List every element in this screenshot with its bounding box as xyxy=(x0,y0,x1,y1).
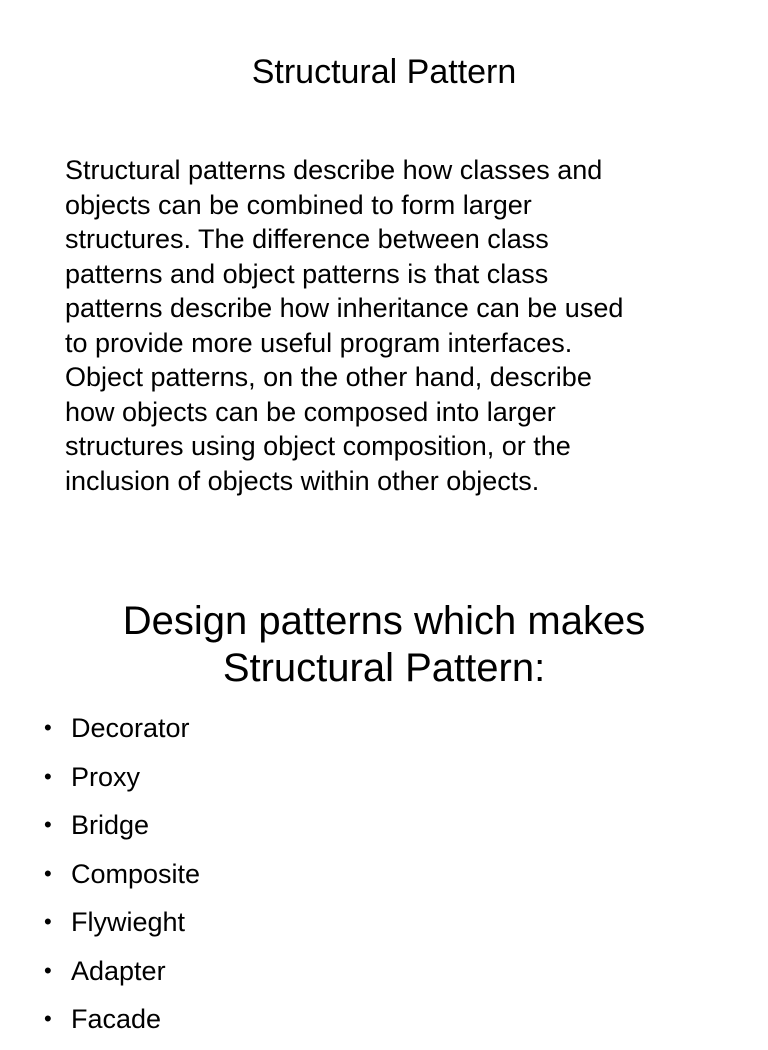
heading-line: Structural Pattern: xyxy=(222,646,546,690)
paragraph-line: objects can be combined to form larger xyxy=(65,189,532,220)
bullet-icon: • xyxy=(44,715,52,740)
list-item-label: Composite xyxy=(71,858,201,889)
list-item-label: Proxy xyxy=(71,761,141,792)
paragraph-line: patterns and object patterns is that class xyxy=(65,258,549,289)
section-heading xyxy=(0,598,768,692)
list-item-label: Bridge xyxy=(71,810,150,840)
list-item-label: Decorator xyxy=(71,713,190,743)
bullet-icon: • xyxy=(44,957,52,983)
bullet-icon: • xyxy=(44,1006,52,1031)
bullet-icon: • xyxy=(44,763,52,789)
bullet-icon: • xyxy=(44,909,52,934)
list-item-label: Facade xyxy=(71,1004,162,1034)
list-item xyxy=(44,856,200,905)
list-item xyxy=(44,1001,200,1050)
list-item xyxy=(44,807,200,856)
paragraph-line: how objects can be composed into larger xyxy=(65,396,556,427)
paragraph-line: to provide more useful program interfaces. xyxy=(65,327,573,358)
paragraph-line: structures. The difference between class xyxy=(65,224,549,254)
list-item xyxy=(44,759,200,808)
pattern-list xyxy=(44,710,200,1050)
bullet-icon: • xyxy=(44,812,52,837)
list-item-label: Flywieght xyxy=(71,907,186,937)
description-paragraph xyxy=(65,153,745,498)
paragraph-line: structures using object composition, or the xyxy=(65,431,571,461)
paragraph-line: Structural patterns describe how classes and xyxy=(65,155,603,185)
list-item xyxy=(44,710,200,759)
paragraph-line: Object patterns, on the other hand, describe xyxy=(65,362,592,392)
bullet-icon: • xyxy=(44,860,52,886)
list-item xyxy=(44,904,200,953)
list-item xyxy=(44,953,200,1002)
paragraph-line: patterns describe how inheritance can be used xyxy=(65,293,624,323)
slide-title: Structural Pattern xyxy=(251,53,517,91)
paragraph-line: inclusion of objects within other objects. xyxy=(65,465,540,496)
list-item-label: Adapter xyxy=(71,955,166,986)
heading-line: Design patterns which makes xyxy=(122,599,646,643)
